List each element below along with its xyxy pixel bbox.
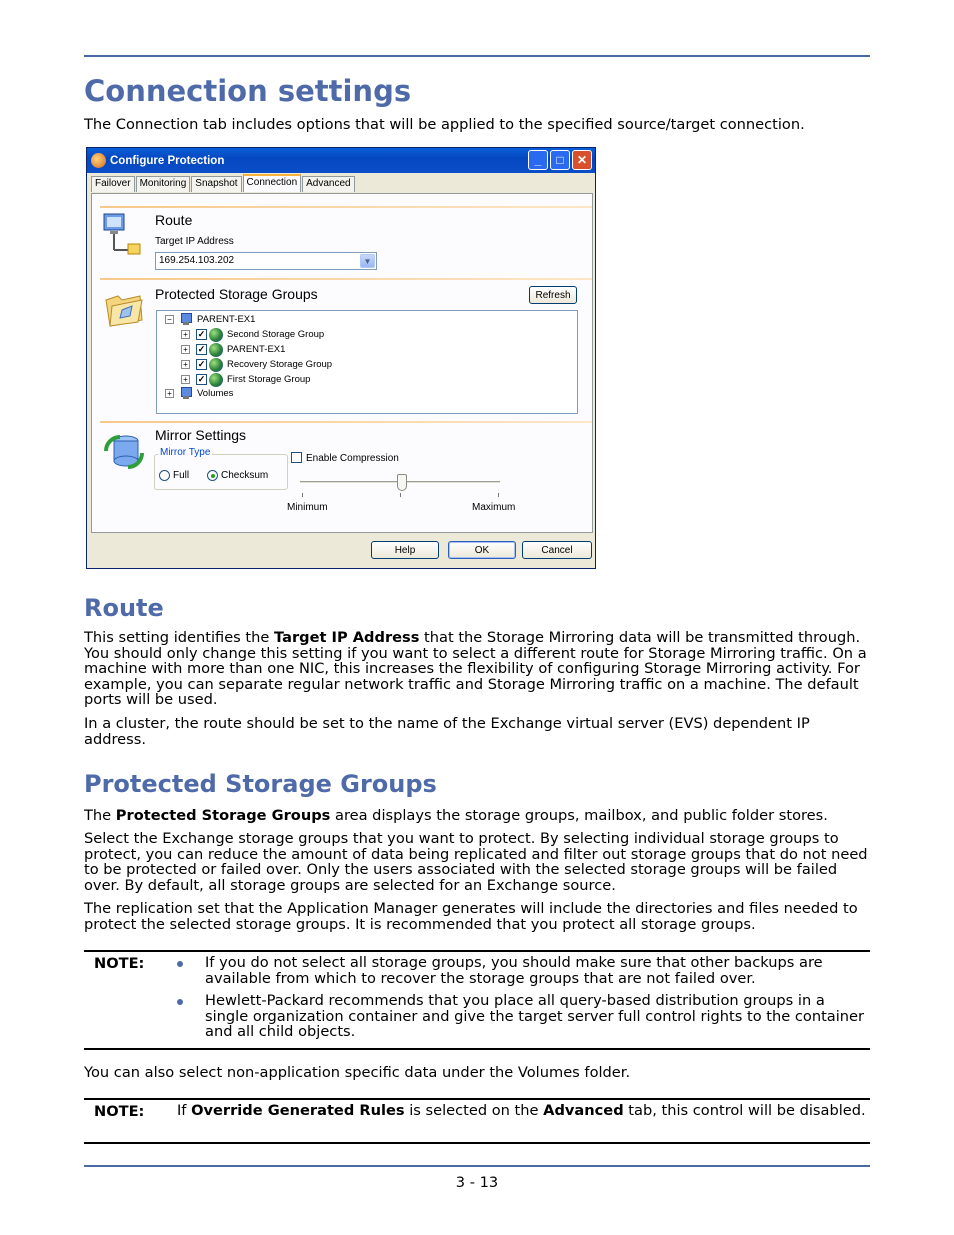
note-box-2 [84, 1098, 870, 1144]
route-title: Route [155, 212, 193, 228]
tab-failover[interactable]: Failover [91, 176, 135, 192]
tab-advanced[interactable]: Advanced [302, 176, 354, 192]
group-checkbox[interactable]: ✓ [197, 359, 206, 369]
tree-label: First Storage Group [227, 374, 311, 385]
volumes-paragraph: You can also select non-application specific data under the Volumes folder. [84, 1064, 631, 1081]
expand-icon[interactable]: + [181, 375, 190, 384]
target-ip-select[interactable] [155, 252, 377, 270]
tab-strip [91, 176, 356, 192]
refresh-button[interactable]: Refresh [529, 286, 577, 304]
tree-row-group[interactable] [181, 328, 324, 341]
slider-tick [302, 493, 303, 497]
target-ip-label: Target IP Address [155, 236, 234, 247]
tree-label: Volumes [197, 388, 234, 399]
cancel-button[interactable]: Cancel [522, 541, 592, 559]
intro-paragraph: The Connection tab includes options that will be applied to the specified source/target connection. [84, 116, 805, 133]
tree-label: PARENT-EX1 [197, 314, 256, 325]
target-ip-value: 169.254.103.202 [159, 255, 235, 266]
mirror-sync-icon [102, 431, 146, 471]
note-label: NOTE: [94, 955, 145, 972]
psg-paragraph-3: The replication set that the Application Manager generates will include the directories and files needed to protect the selected storage groups. It is recommended that you protect all storage groups. [84, 900, 858, 933]
separator [100, 206, 592, 208]
page-number: 3 - 13 [455, 1174, 499, 1191]
checksum-label: Checksum [221, 470, 269, 481]
full-label: Full [173, 470, 190, 481]
full-radio[interactable] [159, 470, 170, 481]
slider-tick [498, 493, 499, 497]
psg-paragraph-2: Select the Exchange storage groups that you want to protect. By selecting individual storage groups to protect, you can reduce the amount of data being replicated and filter out storage groups that do not need to be protected or failed over. Only the users associated with the selected storage groups will be failed over. By default, all storage groups are selected for an Exchange source. [84, 830, 868, 894]
dialog-title: Configure Protection [110, 154, 225, 167]
note-bullet-1: If you do not select all storage groups, you should make sure that other backups are available from which to recover the storage groups that are not failed over. [205, 954, 823, 987]
tab-snapshot[interactable]: Snapshot [191, 176, 241, 192]
expand-icon[interactable]: + [181, 345, 190, 354]
minimum-label: Minimum [287, 502, 328, 513]
storage-groups-tree [156, 310, 578, 414]
separator [100, 421, 592, 423]
expand-icon[interactable]: + [181, 360, 190, 369]
group-checkbox[interactable]: ✓ [197, 329, 206, 339]
compression-slider-thumb[interactable] [397, 474, 407, 491]
checksum-radio[interactable] [207, 470, 218, 481]
expand-icon[interactable]: + [165, 389, 174, 398]
mirror-settings-title: Mirror Settings [155, 427, 247, 443]
enable-compression-checkbox[interactable] [291, 452, 302, 463]
computer-icon [180, 313, 192, 326]
tree-row-group[interactable] [181, 373, 310, 386]
note-text: If Override Generated Rules is selected on the Advanced tab, this control will be disabled. [177, 1102, 866, 1119]
note-label: NOTE: [94, 1103, 145, 1120]
dialog-titlebar [87, 148, 595, 173]
storage-group-icon [209, 373, 223, 387]
storage-group-icon [209, 358, 223, 372]
route-heading: Route [84, 594, 164, 622]
app-icon [91, 153, 106, 168]
expand-icon[interactable]: + [181, 330, 190, 339]
tab-connection[interactable]: Connection [243, 174, 302, 192]
separator [100, 278, 592, 280]
psg-heading: Protected Storage Groups [84, 770, 437, 798]
maximize-button[interactable]: □ [550, 150, 570, 170]
folder-icon [102, 286, 146, 330]
route-paragraph-2: In a cluster, the route should be set to the name of the Exchange virtual server (EVS) dependent IP address. [84, 715, 810, 748]
minimize-button[interactable]: _ [528, 150, 548, 170]
bullet-icon [177, 999, 183, 1005]
chevron-down-icon[interactable]: ▼ [360, 254, 375, 268]
note-box-1 [84, 950, 870, 1050]
tree-row-volumes[interactable] [165, 387, 233, 400]
tree-row-group[interactable] [181, 358, 332, 371]
tree-label: Second Storage Group [227, 329, 325, 340]
tree-row-server[interactable] [165, 313, 255, 326]
tree-label: PARENT-EX1 [227, 344, 286, 355]
storage-group-icon [209, 343, 223, 357]
ok-button[interactable]: OK [448, 541, 516, 559]
slider-tick [400, 493, 401, 497]
footer-rule [84, 1165, 870, 1167]
computer-icon [180, 387, 192, 400]
collapse-icon[interactable]: − [165, 315, 174, 324]
configure-protection-dialog [86, 147, 596, 569]
group-checkbox[interactable]: ✓ [197, 374, 206, 384]
tree-label: Recovery Storage Group [227, 359, 333, 370]
tab-monitoring[interactable]: Monitoring [136, 176, 191, 192]
close-button[interactable]: ✕ [572, 150, 592, 170]
bullet-icon [177, 961, 183, 967]
help-button[interactable]: Help [371, 541, 439, 559]
maximum-label: Maximum [472, 502, 516, 513]
storage-groups-title: Protected Storage Groups [155, 286, 318, 302]
storage-group-icon [209, 328, 223, 342]
network-route-icon [102, 212, 142, 256]
group-checkbox[interactable]: ✓ [197, 344, 206, 354]
note-bullet-2: Hewlett-Packard recommends that you place all query-based distribution groups in a single organization container and give the target server full control rights to the container and all child objects. [205, 992, 865, 1041]
mirror-type-label: Mirror Type [160, 447, 211, 458]
psg-paragraph-1: The Protected Storage Groups area displays the storage groups, mailbox, and public folder stores. [84, 807, 828, 824]
enable-compression-label: Enable Compression [306, 453, 399, 464]
route-paragraph-1: This setting identifies the Target IP Address that the Storage Mirroring data will be transmitted through. You should only change this setting if you want to select a different route for Storage Mirroring traffic. On a machine with more than one NIC, this increases the flexibility of configuring Storage Mirroring activity. For example, you can separate regular network traffic and Storage Mirroring traffic on a machine. The default ports will be used. [84, 629, 867, 709]
header-rule [84, 55, 870, 57]
tree-row-group[interactable] [181, 343, 285, 356]
page-title: Connection settings [84, 74, 412, 108]
connection-panel [91, 193, 593, 533]
